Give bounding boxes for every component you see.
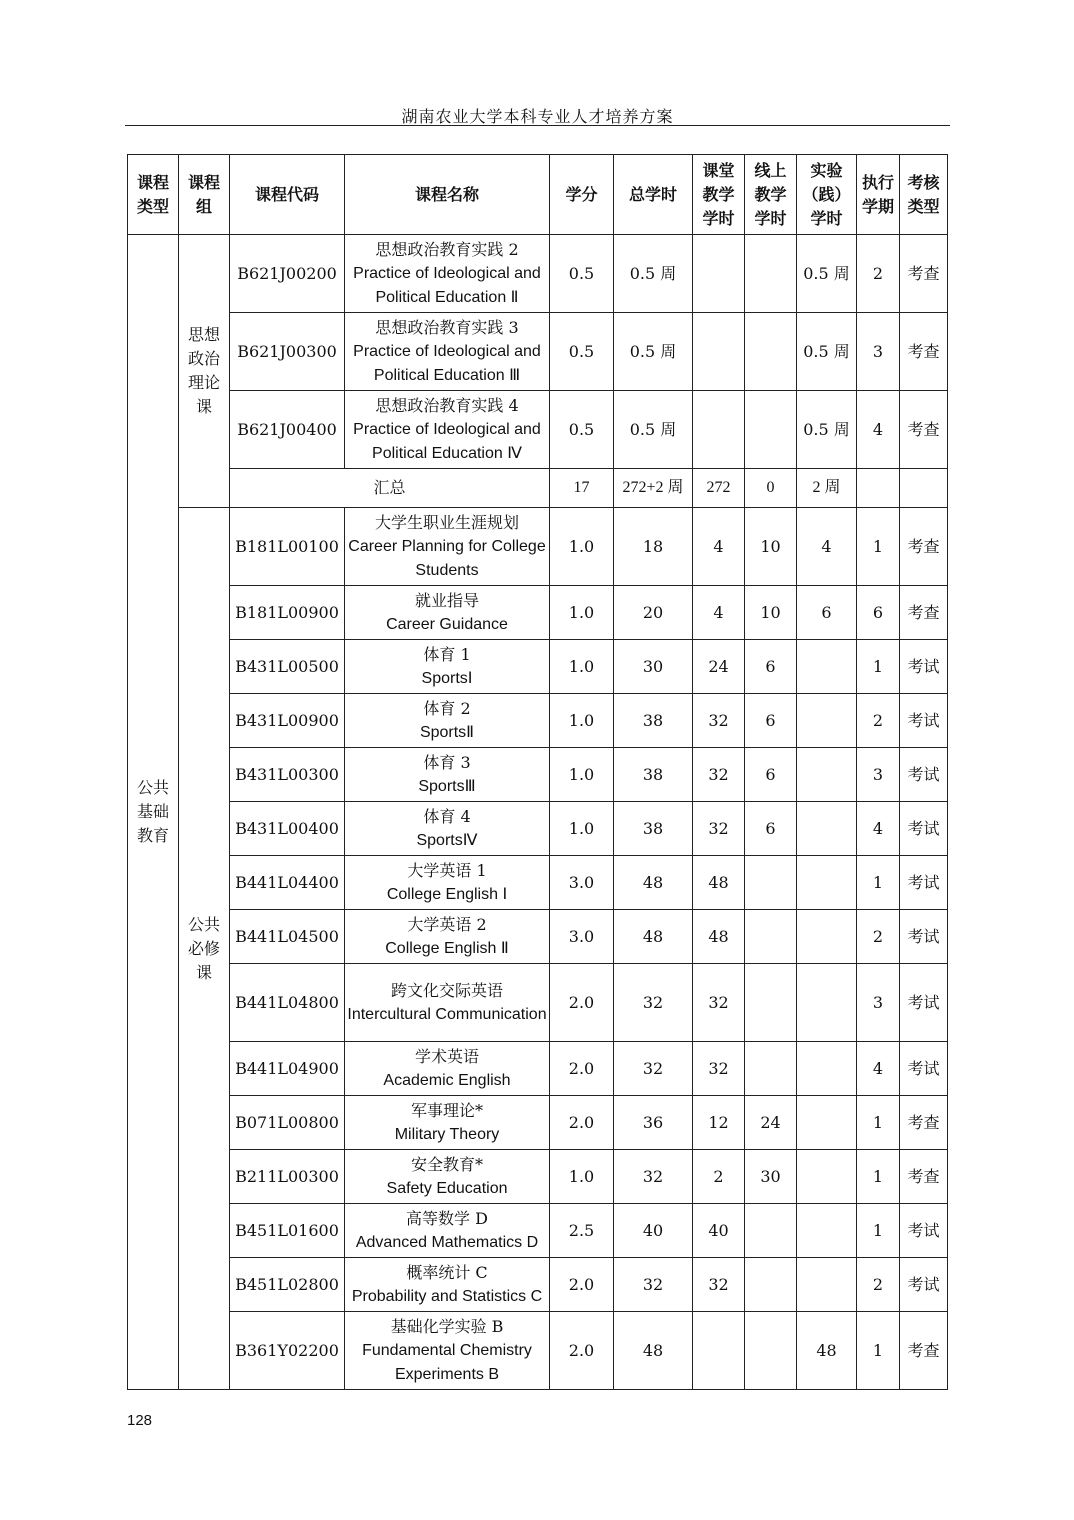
course-name-cn: 体育 3 [423, 752, 471, 772]
course-name-cn: 学术英语 [414, 1046, 479, 1066]
course-name-en: SportsⅡ [419, 723, 475, 741]
online-hours-cell: 6 [745, 802, 797, 856]
course-name [345, 694, 550, 748]
lab-hours-cell [797, 1042, 857, 1096]
course-name-en: Military Theory [394, 1125, 500, 1143]
course-code: B441L04400 [230, 856, 345, 910]
course-code: B431L00900 [230, 694, 345, 748]
course-name-cn: 就业指导 [414, 590, 479, 610]
table-row [128, 1042, 948, 1096]
course-code: B451L01600 [230, 1204, 345, 1258]
total-hours-cell: 0.5 周 [614, 313, 693, 391]
credit-cell: 1.0 [550, 1150, 614, 1204]
credit-cell: 2.0 [550, 1312, 614, 1390]
assessment-cell: 考试 [900, 748, 948, 802]
col-header-lab-hours: 实验（践）学时 [797, 155, 857, 235]
lab-hours-cell: 0.5 周 [797, 235, 857, 313]
course-name [345, 1258, 550, 1312]
assessment-cell: 考试 [900, 802, 948, 856]
course-code: B181L00900 [230, 586, 345, 640]
table-row [128, 1204, 948, 1258]
semester-cell: 4 [857, 391, 900, 469]
credit-cell: 1.0 [550, 640, 614, 694]
course-code: B431L00300 [230, 748, 345, 802]
credit-cell: 0.5 [550, 391, 614, 469]
class-hours-cell: 32 [693, 1258, 745, 1312]
course-code: B451L02800 [230, 1258, 345, 1312]
semester-cell: 1 [857, 1312, 900, 1390]
course-code: B621J00300 [230, 313, 345, 391]
summary-credit-cell: 17 [550, 469, 614, 508]
online-hours-cell: 6 [745, 748, 797, 802]
online-hours-cell: 24 [745, 1096, 797, 1150]
credit-cell: 3.0 [550, 910, 614, 964]
course-name-en: Intercultural Communication [347, 1005, 547, 1023]
course-name [345, 235, 550, 313]
semester-cell: 1 [857, 1204, 900, 1258]
class-hours-cell: 32 [693, 748, 745, 802]
col-header-type: 课程类型 [128, 155, 179, 235]
course-code: B361Y02200 [230, 1312, 345, 1390]
class-hours-cell: 32 [693, 1042, 745, 1096]
col-header-semester: 执行学期 [857, 155, 900, 235]
online-hours-cell [745, 1042, 797, 1096]
class-hours-cell: 24 [693, 640, 745, 694]
table-row [128, 748, 948, 802]
course-code: B211L00300 [230, 1150, 345, 1204]
course-name [345, 964, 550, 1042]
semester-cell: 1 [857, 1150, 900, 1204]
credit-cell: 2.0 [550, 1258, 614, 1312]
course-name [345, 910, 550, 964]
course-name-cn: 思想政治教育实践 4 [375, 395, 519, 415]
semester-cell: 2 [857, 910, 900, 964]
semester-cell: 2 [857, 694, 900, 748]
course-name [345, 508, 550, 586]
semester-cell: 3 [857, 313, 900, 391]
class-hours-cell: 4 [693, 586, 745, 640]
class-hours-cell [693, 1312, 745, 1390]
table-row [128, 856, 948, 910]
lab-hours-cell [797, 1204, 857, 1258]
credit-cell: 1.0 [550, 508, 614, 586]
course-name [345, 1312, 550, 1390]
online-hours-cell: 30 [745, 1150, 797, 1204]
course-name-en: Career Guidance [386, 615, 508, 633]
assessment-cell: 考试 [900, 856, 948, 910]
assessment-cell: 考查 [900, 586, 948, 640]
summary-total-cell: 272+2 周 [614, 469, 693, 508]
online-hours-cell [745, 235, 797, 313]
table-row [128, 1312, 948, 1390]
table-row [128, 508, 948, 586]
course-code: B071L00800 [230, 1096, 345, 1150]
total-hours-cell: 36 [614, 1096, 693, 1150]
course-name-en: SportsⅢ [418, 777, 476, 795]
class-hours-cell: 48 [693, 910, 745, 964]
assessment-cell: 考查 [900, 391, 948, 469]
class-hours-cell: 40 [693, 1204, 745, 1258]
course-name-cn: 安全教育* [410, 1154, 483, 1174]
total-hours-cell: 32 [614, 964, 693, 1042]
course-name-cn: 基础化学实验 B [390, 1316, 504, 1336]
course-name-en: Advanced Mathematics D [355, 1233, 539, 1251]
col-header-total-hours: 总学时 [614, 155, 693, 235]
assessment-cell: 考试 [900, 1042, 948, 1096]
course-code: B431L00500 [230, 640, 345, 694]
online-hours-cell: 6 [745, 694, 797, 748]
online-hours-cell [745, 856, 797, 910]
assessment-cell: 考试 [900, 910, 948, 964]
course-name-en: Safety Education [386, 1179, 508, 1197]
credit-cell: 1.0 [550, 586, 614, 640]
table-row [128, 235, 948, 313]
summary-label: 汇总 [230, 469, 550, 508]
class-hours-cell: 32 [693, 802, 745, 856]
total-hours-cell: 32 [614, 1042, 693, 1096]
course-name-cn: 体育 1 [423, 644, 471, 664]
table-header-row [128, 155, 948, 235]
total-hours-cell: 30 [614, 640, 693, 694]
summary-lab-cell: 2 周 [797, 469, 857, 508]
col-header-group: 课程组 [179, 155, 230, 235]
table-row [128, 802, 948, 856]
course-name [345, 391, 550, 469]
lab-hours-cell [797, 694, 857, 748]
lab-hours-cell: 4 [797, 508, 857, 586]
table-row [128, 640, 948, 694]
total-hours-cell: 40 [614, 1204, 693, 1258]
lab-hours-cell [797, 964, 857, 1042]
course-type-cell: 公共基础教育 [128, 235, 179, 1390]
assessment-cell: 考查 [900, 313, 948, 391]
course-plan-table [127, 154, 948, 1390]
total-hours-cell: 20 [614, 586, 693, 640]
credit-cell: 3.0 [550, 856, 614, 910]
online-hours-cell [745, 391, 797, 469]
lab-hours-cell [797, 856, 857, 910]
total-hours-cell: 38 [614, 694, 693, 748]
credit-cell: 1.0 [550, 802, 614, 856]
course-code: B441L04900 [230, 1042, 345, 1096]
course-code: B431L00400 [230, 802, 345, 856]
semester-cell: 4 [857, 802, 900, 856]
course-name [345, 1096, 550, 1150]
total-hours-cell: 32 [614, 1258, 693, 1312]
assessment-cell: 考查 [900, 1096, 948, 1150]
credit-cell: 2.0 [550, 1042, 614, 1096]
course-name-en: Probability and Statistics C [351, 1287, 543, 1305]
course-name-en: SportsⅣ [416, 831, 478, 849]
semester-cell: 1 [857, 1096, 900, 1150]
page-number: 128 [127, 1412, 153, 1429]
total-hours-cell: 38 [614, 802, 693, 856]
course-name [345, 748, 550, 802]
course-code: B441L04500 [230, 910, 345, 964]
col-header-code: 课程代码 [230, 155, 345, 235]
semester-cell: 2 [857, 235, 900, 313]
course-name-cn: 大学英语 2 [407, 914, 487, 934]
total-hours-cell: 32 [614, 1150, 693, 1204]
assessment-cell: 考试 [900, 964, 948, 1042]
course-name-cn: 军事理论* [410, 1100, 483, 1120]
total-hours-cell: 48 [614, 856, 693, 910]
col-header-name: 课程名称 [345, 155, 550, 235]
total-hours-cell: 18 [614, 508, 693, 586]
course-name-en: Practice of Ideological and Political Education Ⅳ [353, 420, 541, 462]
course-name [345, 1150, 550, 1204]
lab-hours-cell [797, 1096, 857, 1150]
assessment-cell: 考查 [900, 1312, 948, 1390]
credit-cell: 2.0 [550, 1096, 614, 1150]
lab-hours-cell: 48 [797, 1312, 857, 1390]
course-name [345, 586, 550, 640]
class-hours-cell [693, 313, 745, 391]
class-hours-cell: 2 [693, 1150, 745, 1204]
course-code: B441L04800 [230, 964, 345, 1042]
semester-cell: 1 [857, 508, 900, 586]
credit-cell: 2.0 [550, 964, 614, 1042]
course-name-cn: 体育 4 [423, 806, 471, 826]
table-row [128, 1258, 948, 1312]
credit-cell: 0.5 [550, 313, 614, 391]
class-hours-cell [693, 391, 745, 469]
lab-hours-cell [797, 910, 857, 964]
summary-online-cell: 0 [745, 469, 797, 508]
lab-hours-cell: 0.5 周 [797, 391, 857, 469]
lab-hours-cell [797, 748, 857, 802]
lab-hours-cell [797, 1150, 857, 1204]
course-name-cn: 大学英语 1 [407, 860, 487, 880]
total-hours-cell: 0.5 周 [614, 235, 693, 313]
page-header-title: 湖南农业大学本科专业人才培养方案 [401, 107, 674, 126]
col-header-credit: 学分 [550, 155, 614, 235]
assessment-cell: 考试 [900, 1204, 948, 1258]
course-name-en: Practice of Ideological and Political Education Ⅱ [353, 264, 541, 306]
total-hours-cell: 0.5 周 [614, 391, 693, 469]
online-hours-cell [745, 964, 797, 1042]
class-hours-cell: 12 [693, 1096, 745, 1150]
total-hours-cell: 48 [614, 910, 693, 964]
summary-class-cell: 272 [693, 469, 745, 508]
course-name-cn: 体育 2 [423, 698, 471, 718]
course-name-cn: 跨文化交际英语 [390, 980, 503, 1000]
semester-cell: 1 [857, 856, 900, 910]
course-name-cn: 高等数学 D [406, 1208, 488, 1228]
online-hours-cell [745, 1312, 797, 1390]
course-name [345, 1204, 550, 1258]
course-name [345, 1042, 550, 1096]
table-row [128, 586, 948, 640]
online-hours-cell: 10 [745, 508, 797, 586]
online-hours-cell [745, 910, 797, 964]
lab-hours-cell [797, 640, 857, 694]
total-hours-cell: 48 [614, 1312, 693, 1390]
lab-hours-cell: 6 [797, 586, 857, 640]
class-hours-cell: 4 [693, 508, 745, 586]
semester-cell: 3 [857, 748, 900, 802]
course-code: B621J00200 [230, 235, 345, 313]
class-hours-cell: 32 [693, 694, 745, 748]
col-header-class-hours: 课堂教学学时 [693, 155, 745, 235]
lab-hours-cell [797, 802, 857, 856]
course-name [345, 313, 550, 391]
assessment-cell: 考查 [900, 508, 948, 586]
course-name-en: Practice of Ideological and Political Education Ⅲ [353, 342, 541, 384]
assessment-cell: 考试 [900, 640, 948, 694]
course-group-cell: 公共必修课 [179, 508, 230, 1390]
course-name-en: College English Ⅱ [385, 939, 509, 957]
assessment-cell: 考查 [900, 1150, 948, 1204]
table-row [128, 313, 948, 391]
col-header-assessment: 考核类型 [900, 155, 948, 235]
table-row [128, 1096, 948, 1150]
credit-cell: 0.5 [550, 235, 614, 313]
assessment-cell: 考查 [900, 235, 948, 313]
course-name-en: College English Ⅰ [386, 885, 508, 903]
table-row [128, 1150, 948, 1204]
summary-row [128, 469, 948, 508]
semester-cell: 1 [857, 640, 900, 694]
course-name-cn: 大学生职业生涯规划 [374, 512, 519, 532]
table-row [128, 964, 948, 1042]
class-hours-cell: 32 [693, 964, 745, 1042]
course-name-en: Career Planning for College Students [348, 537, 546, 579]
online-hours-cell [745, 313, 797, 391]
semester-cell: 2 [857, 1258, 900, 1312]
online-hours-cell: 10 [745, 586, 797, 640]
col-header-online-hours: 线上教学学时 [745, 155, 797, 235]
course-name-en: Fundamental Chemistry Experiments B [362, 1341, 532, 1383]
lab-hours-cell [797, 1258, 857, 1312]
table-row [128, 694, 948, 748]
credit-cell: 1.0 [550, 694, 614, 748]
header-divider [125, 125, 950, 126]
credit-cell: 1.0 [550, 748, 614, 802]
course-name-en: Academic English [383, 1071, 511, 1089]
assessment-cell: 考试 [900, 1258, 948, 1312]
course-name [345, 856, 550, 910]
online-hours-cell [745, 1258, 797, 1312]
course-name [345, 640, 550, 694]
online-hours-cell [745, 1204, 797, 1258]
table-row [128, 391, 948, 469]
online-hours-cell: 6 [745, 640, 797, 694]
assessment-cell: 考试 [900, 694, 948, 748]
semester-cell: 4 [857, 1042, 900, 1096]
total-hours-cell: 38 [614, 748, 693, 802]
summary-sem-cell [857, 469, 900, 508]
class-hours-cell: 48 [693, 856, 745, 910]
course-code: B181L00100 [230, 508, 345, 586]
course-name [345, 802, 550, 856]
course-name-cn: 思想政治教育实践 3 [375, 317, 519, 337]
semester-cell: 3 [857, 964, 900, 1042]
credit-cell: 2.5 [550, 1204, 614, 1258]
course-name-cn: 思想政治教育实践 2 [375, 239, 519, 259]
summary-assess-cell [900, 469, 948, 508]
table-body [128, 235, 948, 1390]
course-name-en: SportsⅠ [421, 669, 473, 687]
course-group-cell: 思想政治理论课 [179, 235, 230, 508]
lab-hours-cell: 0.5 周 [797, 313, 857, 391]
table-row [128, 910, 948, 964]
course-name-cn: 概率统计 C [406, 1262, 488, 1282]
class-hours-cell [693, 235, 745, 313]
semester-cell: 6 [857, 586, 900, 640]
course-code: B621J00400 [230, 391, 345, 469]
